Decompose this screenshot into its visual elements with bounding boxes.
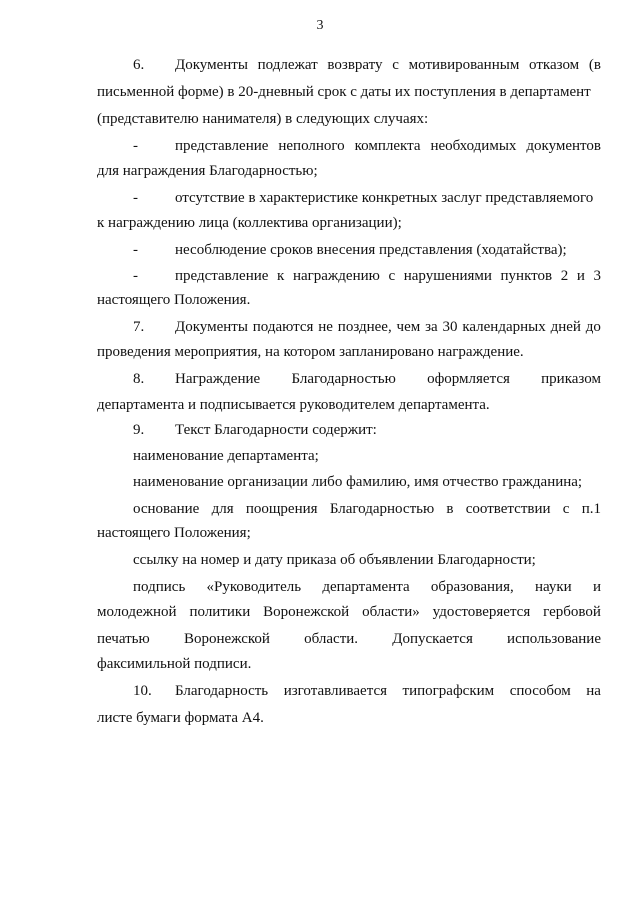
bullet-item-2-continuation: к награждению лица (коллектива организации); bbox=[97, 215, 402, 231]
word: и bbox=[576, 268, 585, 284]
word: в bbox=[446, 501, 454, 517]
word: науки bbox=[534, 579, 572, 595]
paragraph-10-line-2: листе бумаги формата А4. bbox=[97, 710, 264, 726]
word: молодежной bbox=[97, 604, 177, 620]
word: за bbox=[425, 319, 438, 335]
paragraph-number: 10. bbox=[133, 683, 152, 699]
bullet-item-4-continuation: настоящего Положения. bbox=[97, 292, 251, 308]
bullet-text bbox=[175, 267, 601, 285]
paragraph-number: 6. bbox=[133, 57, 145, 73]
paragraph-text bbox=[175, 56, 601, 74]
word: способом bbox=[509, 683, 571, 699]
word: 2 bbox=[560, 268, 569, 284]
list-item-basis-line-1 bbox=[133, 500, 601, 518]
word: подлежат bbox=[257, 57, 318, 73]
list-item-signature-line-1 bbox=[133, 578, 601, 596]
word: печатью bbox=[97, 631, 150, 647]
list-item-order-reference: ссылку на номер и дату приказа об объявлении Благодарности; bbox=[133, 552, 536, 568]
list-item-basis-line-2: настоящего Положения; bbox=[97, 525, 251, 541]
word: департамента bbox=[322, 579, 410, 595]
word: области. bbox=[304, 631, 359, 647]
paragraph-number: 9. bbox=[133, 422, 145, 438]
word: отказом bbox=[529, 57, 580, 73]
word: Воронежской bbox=[263, 604, 350, 620]
paragraph-number: 7. bbox=[133, 319, 145, 335]
bullet-item-1-continuation: для награждения Благодарностью; bbox=[97, 163, 318, 179]
word: Допускается bbox=[392, 631, 473, 647]
word: и bbox=[592, 579, 601, 595]
word: 3 bbox=[593, 268, 601, 284]
bullet-text bbox=[175, 137, 601, 155]
word: поощрения bbox=[245, 501, 318, 517]
paragraph-text bbox=[175, 370, 601, 388]
page-number: 3 bbox=[316, 18, 324, 33]
paragraph-6-line-3: (представителю нанимателя) в следующих случаях: bbox=[97, 111, 429, 127]
list-item-signature-line-2 bbox=[97, 603, 601, 621]
word: с bbox=[388, 268, 396, 284]
word: Воронежской bbox=[183, 631, 270, 647]
dash-marker: - bbox=[133, 138, 138, 154]
word: для bbox=[211, 501, 234, 517]
list-item-signature-line-4: факсимильной подписи. bbox=[97, 656, 252, 672]
word: (в bbox=[588, 57, 601, 73]
word: п.1 bbox=[581, 501, 601, 517]
word: приказом bbox=[541, 371, 601, 387]
word: мотивированным bbox=[408, 57, 520, 73]
word: возврату bbox=[327, 57, 383, 73]
word: документов bbox=[526, 138, 601, 154]
word: до bbox=[585, 319, 601, 335]
word: с bbox=[562, 501, 570, 517]
bullet-text: отсутствие в характеристике конкретных заслуг представляемого bbox=[175, 190, 594, 206]
word: дней bbox=[550, 319, 581, 335]
paragraph-7-line-2: проведения мероприятия, на котором запланировано награждение. bbox=[97, 344, 524, 360]
bullet-text: несоблюдение сроков внесения представления (ходатайства); bbox=[175, 242, 567, 258]
word: необходимых bbox=[430, 138, 517, 154]
word: 30 bbox=[442, 319, 458, 335]
word: пунктов bbox=[500, 268, 553, 284]
paragraph-6-line-2: письменной форме) в 20-дневный срок с даты их поступления в департамент bbox=[97, 84, 591, 100]
word: образования, bbox=[430, 579, 514, 595]
word: нарушениями bbox=[403, 268, 492, 284]
word: неполного bbox=[278, 138, 345, 154]
paragraph-text bbox=[175, 682, 601, 700]
word: Благодарность bbox=[175, 683, 269, 699]
list-item-department-name: наименование департамента; bbox=[133, 448, 319, 464]
word: изготавливается bbox=[283, 683, 388, 699]
word: представление bbox=[175, 138, 269, 154]
paragraph-8-line-2: департамента и подписывается руководителем департамента. bbox=[97, 397, 490, 413]
word: Документы bbox=[175, 319, 248, 335]
word: основание bbox=[133, 501, 200, 517]
paragraph-number: 8. bbox=[133, 371, 145, 387]
list-item-signature-line-3 bbox=[97, 630, 601, 648]
word: использование bbox=[507, 631, 601, 647]
word: Благодарностью bbox=[329, 501, 435, 517]
word: к bbox=[277, 268, 285, 284]
word: Документы bbox=[175, 57, 248, 73]
word: Награждение bbox=[175, 371, 261, 387]
paragraph-text bbox=[175, 318, 601, 336]
word: чем bbox=[396, 319, 421, 335]
word: оформляется bbox=[427, 371, 510, 387]
paragraph-text: Текст Благодарности содержит: bbox=[175, 422, 377, 438]
word: на bbox=[586, 683, 601, 699]
word: позднее, bbox=[337, 319, 392, 335]
word: не bbox=[318, 319, 333, 335]
word: награждению bbox=[292, 268, 380, 284]
word: представление bbox=[175, 268, 269, 284]
word: комплекта bbox=[354, 138, 421, 154]
word: с bbox=[392, 57, 399, 73]
list-item-organization-name: наименование организации либо фамилию, имя отчество гражданина; bbox=[133, 474, 583, 490]
word: гербовой bbox=[543, 604, 601, 620]
word: подаются bbox=[252, 319, 314, 335]
dash-marker: - bbox=[133, 190, 138, 206]
word: области» bbox=[362, 604, 420, 620]
dash-marker: - bbox=[133, 268, 138, 284]
word: соответствии bbox=[465, 501, 551, 517]
word: политики bbox=[189, 604, 251, 620]
word: календарных bbox=[462, 319, 546, 335]
word: «Руководитель bbox=[206, 579, 302, 595]
word: типографским bbox=[402, 683, 495, 699]
word: удостоверяется bbox=[432, 604, 531, 620]
word: Благодарностью bbox=[291, 371, 396, 387]
word: подпись bbox=[133, 579, 186, 595]
dash-marker: - bbox=[133, 242, 138, 258]
